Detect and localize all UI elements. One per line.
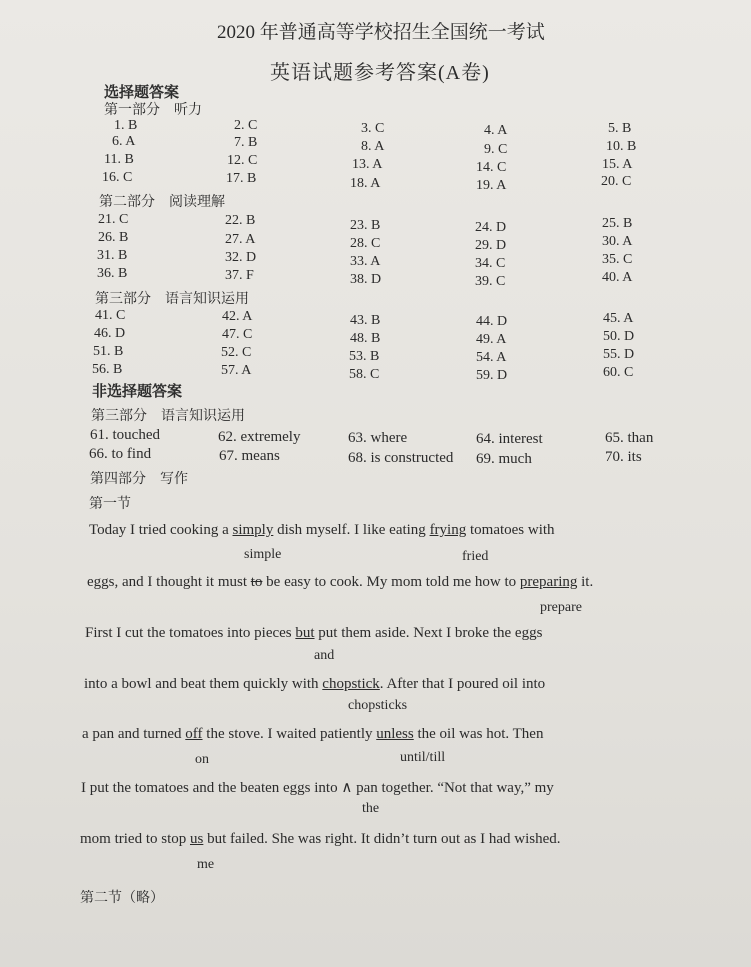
correction: and (314, 648, 335, 663)
answer-item: 58. C (349, 367, 380, 382)
marked-error: off (185, 726, 203, 742)
insertion-mark: ∧ (341, 780, 353, 796)
answer-item: 38. D (350, 272, 382, 287)
answer-item: 59. D (476, 368, 508, 383)
marked-error: unless (376, 726, 414, 742)
fill-answer: 69. much (476, 451, 532, 467)
essay-line (84, 676, 545, 693)
answer-item: 54. A (476, 350, 507, 365)
essay-text: the oil was hot. Then (413, 726, 544, 742)
fill-answer: 65. than (605, 430, 654, 446)
essay-line (80, 831, 561, 848)
fill-answer: 68. is constructed (348, 450, 454, 466)
part4-heading: 第四部分 写作 (90, 472, 188, 487)
correction: on (195, 752, 209, 767)
marked-error: us (190, 831, 204, 847)
answer-item: 22. B (225, 213, 256, 228)
answer-item: 39. C (475, 274, 506, 289)
fill-answer: 61. touched (90, 427, 160, 443)
answer-item: 25. B (602, 216, 633, 231)
essay-text: mom tried to stop (80, 831, 190, 847)
answer-item: 45. A (603, 311, 634, 326)
essay-text: pan together. “Not that way,” my (352, 780, 554, 796)
marked-error: preparing (519, 574, 578, 590)
answer-item: 20. C (601, 174, 632, 189)
fill-answer: 70. its (605, 449, 642, 465)
answer-item: 48. B (350, 331, 381, 346)
answer-item: 32. D (225, 250, 257, 265)
answer-item: 6. A (112, 134, 136, 149)
answer-item: 36. B (97, 266, 128, 281)
part1-heading: 第一部分 听力 (104, 103, 202, 118)
essay-text: into a bowl and beat them quickly with (84, 676, 323, 692)
answer-item: 34. C (475, 256, 506, 271)
essay-line (89, 522, 555, 539)
marked-error: simply (232, 522, 274, 538)
answer-item: 60. C (603, 365, 634, 380)
essay-text: the stove. I waited patiently (202, 726, 377, 742)
essay-line (87, 574, 593, 591)
answer-item: 41. C (95, 308, 126, 323)
answer-item: 8. A (361, 139, 385, 154)
answer-item: 42. A (222, 309, 253, 324)
answer-item: 57. A (221, 363, 252, 378)
answer-item: 1. B (114, 118, 138, 133)
fill-answer: 64. interest (476, 431, 543, 447)
marked-error: to (250, 574, 263, 590)
answer-item: 56. B (92, 362, 123, 377)
essay-text: Today I tried cooking a (89, 522, 233, 538)
answer-item: 18. A (350, 176, 381, 191)
answer-item: 13. A (352, 157, 383, 172)
answer-item: 53. B (349, 349, 380, 364)
mc-heading: 选择题答案 (104, 85, 180, 101)
essay-text: it. (577, 574, 594, 590)
section2-heading: 第二节（略） (80, 891, 164, 906)
answer-item: 4. A (484, 123, 508, 138)
answer-item: 55. D (603, 347, 635, 362)
answer-item: 30. A (602, 234, 633, 249)
marked-error: but (295, 625, 315, 641)
answer-item: 16. C (102, 170, 133, 185)
fill-answer: 62. extremely (218, 429, 301, 445)
essay-text: I put the tomatoes and the beaten eggs into (81, 780, 342, 796)
part3-heading: 第三部分 语言知识运用 (95, 292, 249, 307)
answer-item: 2. C (234, 118, 258, 133)
part2-heading: 第二部分 阅读理解 (99, 195, 225, 210)
answer-item: 15. A (602, 157, 633, 172)
fill-answer: 63. where (348, 430, 408, 446)
answer-item: 12. C (227, 153, 258, 168)
correction: the (362, 801, 380, 816)
correction: fried (462, 549, 489, 564)
answer-item: 5. B (608, 121, 632, 136)
answer-item: 51. B (93, 344, 124, 359)
answer-item: 40. A (602, 270, 633, 285)
answer-item: 49. A (476, 332, 507, 347)
answer-item: 33. A (350, 254, 381, 269)
answer-item: 9. C (484, 142, 508, 157)
answer-item: 24. D (475, 220, 507, 235)
answer-item: 11. B (104, 152, 134, 167)
answer-item: 10. B (606, 139, 637, 154)
answer-item: 31. B (97, 248, 128, 263)
correction: chopsticks (348, 698, 408, 713)
answer-item: 46. D (94, 326, 126, 341)
answer-item: 27. A (225, 232, 256, 247)
essay-text: tomatoes with (466, 522, 555, 538)
essay-text: put them aside. Next I broke the eggs (314, 625, 543, 641)
answer-item: 37. F (225, 268, 254, 283)
answer-item: 14. C (476, 160, 507, 175)
section1-heading: 第一节 (89, 497, 131, 512)
answer-item: 50. D (603, 329, 635, 344)
answer-item: 35. C (602, 252, 633, 267)
correction: until/till (400, 750, 446, 765)
answer-item: 28. C (350, 236, 381, 251)
marked-error: frying (429, 522, 467, 538)
essay-line (85, 625, 542, 642)
answer-item: 44. D (476, 314, 508, 329)
answer-item: 43. B (350, 313, 381, 328)
correction: me (197, 857, 215, 872)
essay-text: be easy to cook. My mom told me how to (262, 574, 520, 590)
essay-text: . After that I poured oil into (379, 676, 546, 692)
answer-item: 7. B (234, 135, 258, 150)
non-mc-heading: 非选择题答案 (92, 384, 183, 400)
marked-error: chopstick (322, 676, 380, 692)
answer-item: 52. C (221, 345, 252, 360)
answer-item: 26. B (98, 230, 129, 245)
answer-item: 21. C (98, 212, 129, 227)
answer-item: 23. B (350, 218, 381, 233)
essay-text: a pan and turned (82, 726, 186, 742)
exam-title: 2020 年普通高等学校招生全国统一考试 (217, 22, 545, 43)
correction: prepare (540, 600, 582, 615)
essay-text: eggs, and I thought it must (87, 574, 251, 590)
answer-item: 47. C (222, 327, 253, 342)
essay-text: dish myself. I like eating (273, 522, 430, 538)
answer-item: 19. A (476, 178, 507, 193)
essay-text: but failed. She was right. It didn’t turn out as I had wished. (203, 831, 561, 847)
fill-answer: 67. means (219, 448, 280, 464)
correction: simple (244, 547, 282, 562)
answer-item: 29. D (475, 238, 507, 253)
answer-item: 3. C (361, 121, 385, 136)
non-mc-part3-heading: 第三部分 语言知识运用 (91, 409, 245, 424)
fill-answer: 66. to find (89, 446, 152, 462)
essay-line (81, 778, 554, 797)
essay-line (82, 726, 543, 743)
essay-text: First I cut the tomatoes into pieces (85, 625, 296, 641)
answer-item: 17. B (226, 171, 257, 186)
answer-key-title: 英语试题参考答案(A卷) (270, 62, 490, 84)
